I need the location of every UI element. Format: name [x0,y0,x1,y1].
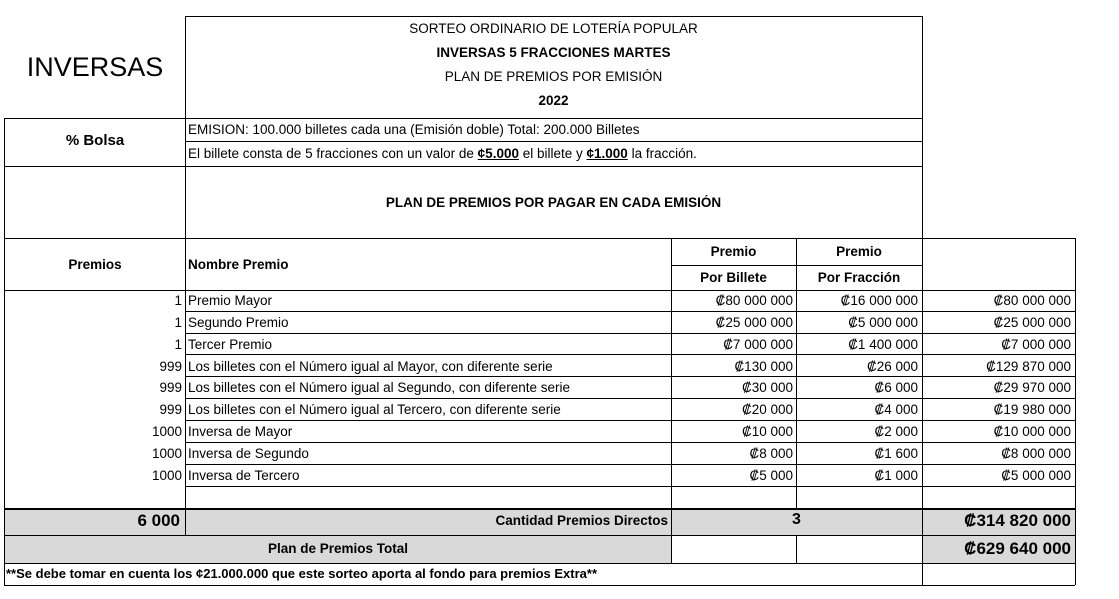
cantidad-directos-value: 3 [792,511,801,528]
row-billete: ₡30 000 [741,380,793,395]
total-premios-count: 6 000 [137,511,180,530]
plan-total-label: Plan de Premios Total [267,541,409,556]
row-count: 1000 [151,424,182,439]
col-por-fraccion: Por Fracción [817,270,901,285]
row-name: Los billetes con el Número igual al Mayor, con diferente serie [188,359,553,374]
row-fraccion: ₡1 600 [874,446,918,461]
row-count: 999 [159,380,182,395]
row-fraccion: ₡6 000 [874,380,918,395]
col-nombre-premio: Nombre Premio [188,257,289,272]
row-name: Segundo Premio [188,315,289,330]
row-count: 1 [174,315,182,330]
row-billete: ₡8 000 [749,446,793,461]
plan-title: PLAN DE PREMIOS POR PAGAR EN CADA EMISIÓN [385,195,722,210]
header-line-2: INVERSAS 5 FRACCIONES MARTES [436,45,671,60]
row-fraccion: ₡5 000 000 [848,315,918,330]
row-fraccion: ₡26 000 [866,359,918,374]
inversas-title: INVERSAS [26,52,164,82]
emision-text: EMISION: 100.000 billetes cada una (Emisión doble) Total: 200.000 Billetes [188,122,640,137]
row-name: Los billetes con el Número igual al Tercero, con diferente serie [188,402,561,417]
directos-total-value: ₡314 820 000 [964,511,1071,530]
row-total: ₡8 000 000 [1001,446,1071,461]
header-line-1: SORTEO ORDINARIO DE LOTERÍA POPULAR [409,21,698,36]
row-fraccion: ₡16 000 000 [840,293,918,308]
cantidad-directos-label: Cantidad Premios Directos [495,513,668,528]
row-billete: ₡20 000 [741,402,793,417]
row-name: Tercer Premio [188,337,273,352]
col-premio-billete-top: Premio [710,244,757,259]
row-fraccion: ₡4 000 [874,402,918,417]
footnote: **Se debe tomar en cuenta los ¢21.000.000 que este sorteo aporta al fondo para premios Extra** [6,567,597,581]
row-total: ₡5 000 000 [1001,468,1071,483]
row-total: ₡7 000 000 [1001,337,1071,352]
row-billete: ₡80 000 000 [715,293,793,308]
row-count: 999 [159,359,182,374]
bolsa-label: % Bolsa [65,132,125,149]
row-billete: ₡130 000 [734,359,793,374]
billete-price: ¢5.000 [477,146,519,161]
row-total: ₡129 870 000 [986,359,1071,374]
col-premios: Premios [68,257,122,272]
row-total: ₡80 000 000 [993,293,1071,308]
row-name: Premio Mayor [188,293,273,308]
row-count: 1 [174,293,182,308]
col-por-billete: Por Billete [700,270,767,285]
row-count: 999 [159,402,182,417]
row-billete: ₡25 000 000 [715,315,793,330]
billete-description: El billete consta de 5 fracciones con un valor de ¢5.000 el billete y ¢1.000 la fracción. [188,146,697,161]
fraccion-price: ¢1.000 [586,146,628,161]
row-fraccion: ₡1 400 000 [848,337,918,352]
header-line-3: PLAN DE PREMIOS POR EMISIÓN [444,69,663,84]
row-billete: ₡5 000 [749,468,793,483]
row-count: 1000 [151,446,182,461]
row-count: 1 [174,337,182,352]
row-name: Los billetes con el Número igual al Segundo, con diferente serie [188,380,570,395]
row-name: Inversa de Mayor [188,424,293,439]
row-billete: ₡7 000 000 [723,337,793,352]
row-total: ₡10 000 000 [993,424,1071,439]
col-premio-fraccion-top: Premio [836,244,882,259]
row-count: 1000 [151,468,182,483]
row-total: ₡29 970 000 [993,380,1071,395]
row-billete: ₡10 000 [741,424,793,439]
row-total: ₡25 000 000 [993,315,1071,330]
header-year: 2022 [538,93,569,108]
row-fraccion: ₡1 000 [874,468,918,483]
row-fraccion: ₡2 000 [874,424,918,439]
row-name: Inversa de Segundo [188,446,309,461]
row-name: Inversa de Tercero [188,468,300,483]
row-total: ₡19 980 000 [993,402,1071,417]
plan-total-value: ₡629 640 000 [964,539,1071,558]
